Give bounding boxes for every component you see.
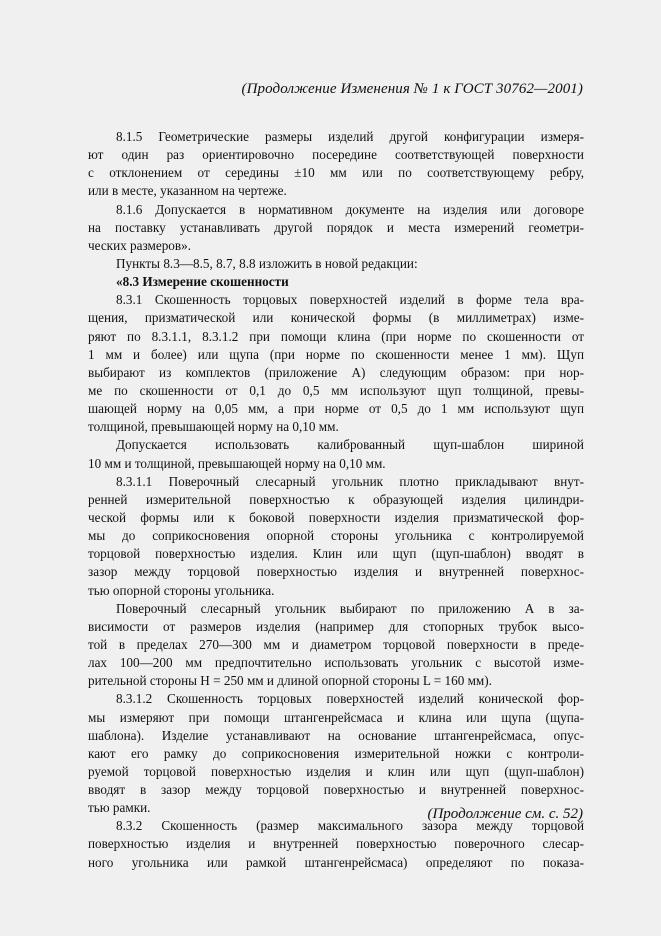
text-line: выбирают из комплектов (приложение А) следующим образом: при нор- [88, 364, 584, 380]
text-line: мы измеряют при помощи штангенрейсмаса и клина или щупа (щупа- [88, 709, 584, 725]
text-line: или в месте, указанном на чертеже. [88, 183, 287, 199]
text-line: на поставку устанавливать другой порядок и места измерений геометри- [88, 219, 584, 235]
text-line: Поверочный слесарный угольник выбирают по приложению А в за- [116, 600, 584, 616]
text-line: ме по скошенности от 0,1 до 0,5 мм используют щуп толщиной, превы- [88, 382, 584, 398]
text-line: зазор между торцовой поверхностью изделия и внутренней поверхнос- [88, 564, 584, 580]
page-footer: (Продолжение см. с. 52) [427, 806, 583, 822]
text-line: 1 мм и более) или щупа (при норме по скошенности менее 1 мм). Щуп [88, 346, 584, 362]
text-line: 8.3.2 Скошенность (размер максимального зазора между торцовой [116, 818, 584, 834]
text-line: Пункты 8.3—8.5, 8.7, 8.8 изложить в новой редакции: [116, 255, 418, 271]
text-line: ют один раз ориентировочно посередине соответствующей поверхности [88, 147, 584, 163]
page-header: (Продолжение Изменения № 1 к ГОСТ 30762—2001) [241, 81, 583, 97]
text-line: 8.1.6 Допускается в нормативном документе на изделия или договоре [116, 201, 584, 217]
text-line: руемой торцовой поверхностью изделия и клин или щуп (щуп-шаблон) [88, 763, 584, 779]
text-line: 8.3.1 Скошенность торцовых поверхностей изделий в форме тела вра- [116, 292, 584, 308]
paragraph [88, 600, 584, 691]
paragraph [88, 690, 584, 817]
text-line: 8.3.1.2 Скошенность торцовых поверхностей изделий конической фор- [116, 691, 584, 707]
text-line: ренней измерительной поверхностью к образующей изделия цилиндри- [88, 491, 584, 507]
body-text [88, 128, 584, 872]
paragraph [88, 817, 584, 871]
text-line: шающей норму на 0,05 мм, а при норме от 0,5 до 1 мм используют щуп [88, 401, 584, 417]
text-line: поверхностью изделия и внутренней поверхностью поверочного слесар- [88, 836, 584, 852]
paragraph [88, 255, 584, 273]
text-line: ряют по 8.3.1.1, 8.3.1.2 при помощи клина (при норме по скошенности от [88, 328, 584, 344]
text-line: щения, призматической или конической формы (в миллиметрах) изме- [88, 310, 584, 326]
paragraph [88, 128, 584, 201]
text-line: кают его рамку до соприкосновения измерительной ножки с контроли- [88, 745, 584, 761]
text-line: «8.3 Измерение скошенности [116, 274, 289, 290]
text-line: торцовой поверхностью изделия. Клин или щуп (щуп-шаблон) вводят в [88, 546, 584, 562]
text-line: той в пределах 270—300 мм и диаметром торцовой поверхности в преде- [88, 636, 584, 652]
text-line: толщиной, превышающей норму на 0,10 мм. [88, 419, 339, 435]
text-line: висимости от размеров изделия (например для стопорных трубок высо- [88, 618, 584, 634]
paragraph [88, 436, 584, 472]
paragraph [88, 291, 584, 436]
text-line: Допускается использовать калиброванный щуп-шаблон шириной [116, 437, 584, 453]
text-line: шаблона). Изделие устанавливают на основание штангенрейсмаса, опус- [88, 727, 584, 743]
text-line: 8.1.5 Геометрические размеры изделий другой конфигурации измеря- [116, 129, 584, 144]
text-line: с отклонением от середины ±10 мм или по соответствующему ребру, [88, 165, 584, 181]
paragraph [88, 201, 584, 255]
text-line: мы до соприкосновения опорной стороны угольника с контролируемой [88, 528, 584, 544]
text-line: рительной стороны H = 250 мм и длиной опорной стороны L = 160 мм). [88, 673, 492, 689]
text-line: 10 мм и толщиной, превышающей норму на 0,10 мм. [88, 455, 386, 471]
text-line: 8.3.1.1 Поверочный слесарный угольник плотно прикладывают внут- [116, 473, 584, 489]
text-line: ческой формы или к боковой поверхности изделия призматической фор- [88, 509, 584, 525]
text-line: тью рамки. [88, 800, 151, 816]
text-line: ческих размеров». [88, 237, 191, 253]
text-line: ного угольника или рамкой штангенрейсмаса) определяют по показа- [88, 854, 584, 870]
text-line: вводят в зазор между торцовой поверхностью и внутренней поверхнос- [88, 782, 584, 798]
paragraph [88, 473, 584, 600]
text-line: тью опорной стороны угольника. [88, 582, 275, 598]
text-line: лах 100—200 мм предпочтительно использовать угольник с высотой изме- [88, 655, 584, 671]
paragraph [88, 273, 584, 291]
